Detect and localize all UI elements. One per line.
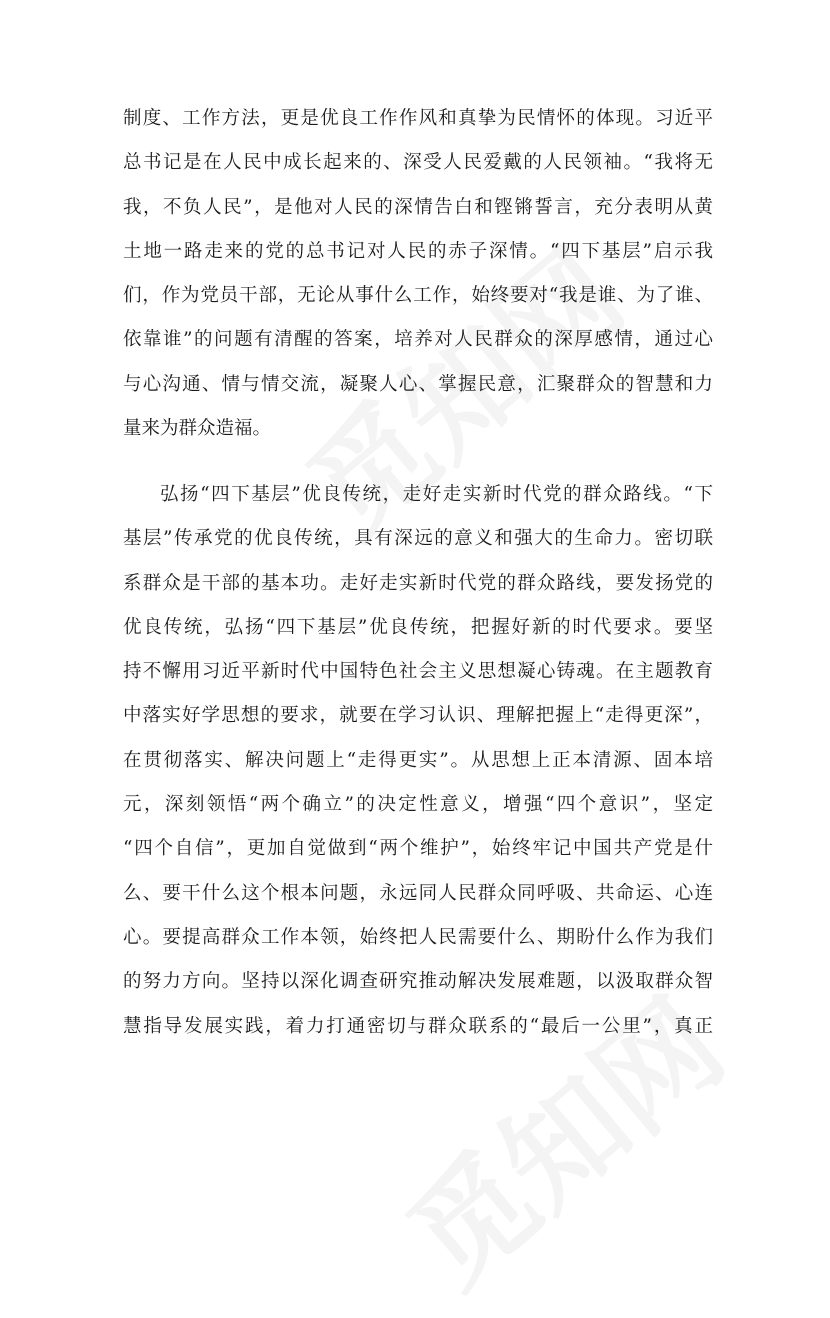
text-line: 总书记是在人民中成长起来的、深受人民爱戴的人民领袖。“我将无 bbox=[123, 152, 713, 174]
text-line: 我，不负人民”，是他对人民的深情告白和铿锵誓言，充分表明从黄 bbox=[123, 196, 713, 218]
text-line: 弘扬“四下基层”优良传统，走好走实新时代党的群众路线。“下 bbox=[160, 484, 713, 505]
text-line: 们，作为党员干部，无论从事什么工作，始终要对“我是谁、为了谁、 bbox=[123, 285, 713, 307]
text-line: 在贯彻落实、解决问题上“走得更实”。从思想上正本清源、固本培 bbox=[123, 749, 713, 771]
paragraph-2 bbox=[123, 473, 713, 1049]
paragraph-1 bbox=[123, 97, 713, 451]
text-line: 优良传统，弘扬“四下基层”优良传统，把握好新的时代要求。要坚 bbox=[123, 616, 713, 638]
text-line: 与心沟通、情与情交流，凝聚人心、掌握民意，汇聚群众的智慧和力 bbox=[123, 373, 713, 395]
text-line: 依靠谁”的问题有清醒的答案，培养对人民群众的深厚感情，通过心 bbox=[123, 329, 713, 351]
text-line: 量来为群众造福。 bbox=[123, 418, 272, 440]
text-line: 土地一路走来的党的总书记对人民的赤子深情。“四下基层”启示我 bbox=[123, 240, 713, 262]
text-line: 制度、工作方法，更是优良工作作风和真挚为民情怀的体现。习近平 bbox=[123, 108, 713, 129]
text-line: 持不懈用习近平新时代中国特色社会主义思想凝心铸魂。在主题教育 bbox=[123, 661, 713, 683]
text-line: 的努力方向。坚持以深化调查研究推动解决发展难题，以汲取群众智 bbox=[123, 971, 713, 993]
text-line: 基层”传承党的优良传统，具有深远的意义和强大的生命力。密切联 bbox=[123, 528, 713, 550]
text-line: 么、要干什么这个根本问题，永远同人民群众同呼吸、共命运、心连 bbox=[123, 882, 713, 904]
text-line: 慧指导发展实践，着力打通密切与群众联系的“最后一公里”，真正 bbox=[123, 1015, 713, 1037]
text-line: “四个自信”，更加自觉做到“两个维护”，始终牢记中国共产党是什 bbox=[123, 838, 713, 860]
text-line: 心。要提高群众工作本领，始终把人民需要什么、期盼什么作为我们 bbox=[123, 926, 713, 948]
text-line: 系群众是干部的基本功。走好走实新时代党的群众路线，要发扬党的 bbox=[123, 572, 713, 594]
text-line: 中落实好学思想的要求，就要在学习认识、理解把握上“走得更深”， bbox=[123, 705, 713, 727]
text-line: 元，深刻领悟“两个确立”的决定性意义，增强“四个意识”，坚定 bbox=[123, 794, 713, 816]
